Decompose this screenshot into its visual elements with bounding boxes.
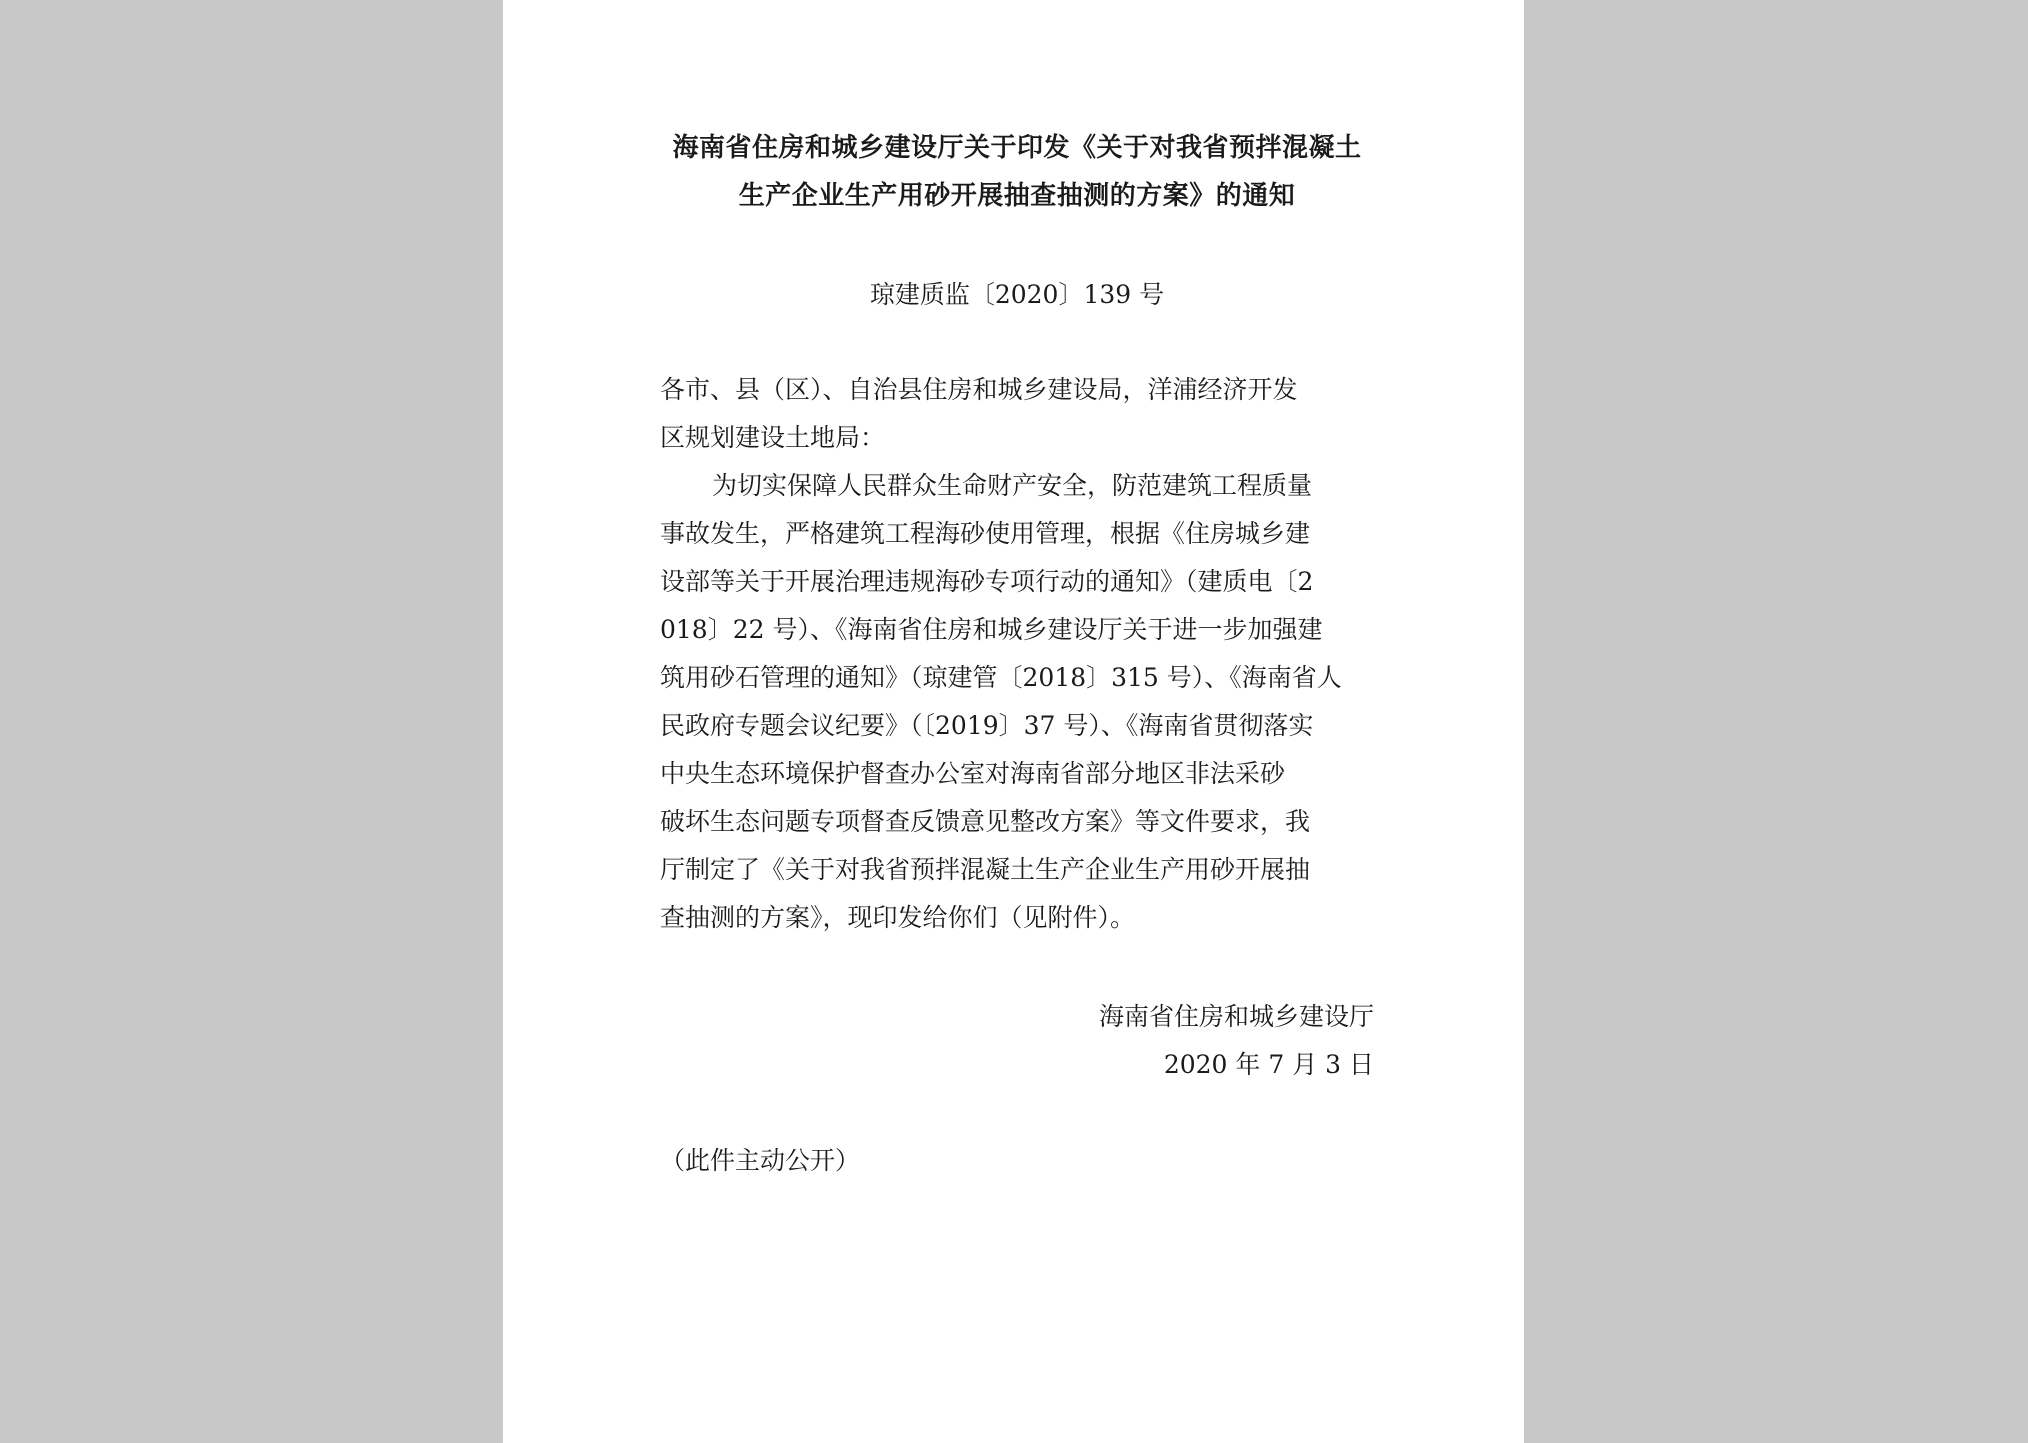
body-line: 018〕22 号）、《海南省住房和城乡建设厅关于进一步加强建	[660, 615, 1323, 644]
document-title	[660, 124, 1374, 220]
body-line: 厅制定了《关于对我省预拌混凝土生产企业生产用砂开展抽	[660, 855, 1311, 884]
body-line: 民政府专题会议纪要》（〔2019〕37 号）、《海南省贯彻落实	[660, 711, 1314, 740]
title-line: 生产企业生产用砂开展抽查抽测的方案》的通知	[738, 181, 1296, 211]
addressee-line: 区规划建设土地局：	[660, 423, 886, 452]
title-line: 海南省住房和城乡建设厅关于印发《关于对我省预拌混凝土	[672, 133, 1362, 163]
body-line: 事故发生，严格建筑工程海砂使用管理，根据《住房城乡建	[660, 519, 1311, 548]
signature-organization: 海南省住房和城乡建设厅	[1098, 1002, 1374, 1031]
body-line: 中央生态环境保护督查办公室对海南省部分地区非法采砂	[660, 759, 1286, 788]
body-line: 查抽测的方案》，现印发给你们（见附件）。	[660, 903, 1136, 932]
signature-block	[660, 993, 1374, 1089]
document-body	[660, 366, 1374, 942]
signature-date: 2020 年 7 月 3 日	[1163, 1050, 1374, 1079]
addressee-line: 各市、县（区）、自治县住房和城乡建设局，洋浦经济开发	[660, 375, 1298, 404]
body-line: 破坏生态问题专项督查反馈意见整改方案》等文件要求，我	[660, 807, 1311, 836]
body-line: 设部等关于开展治理违规海砂专项行动的通知》（建质电〔2	[660, 567, 1314, 596]
body-line: 筑用砂石管理的通知》（琼建管〔2018〕315 号）、《海南省人	[660, 663, 1342, 692]
body-line: 为切实保障人民群众生命财产安全，防范建筑工程质量	[712, 471, 1313, 500]
public-disclosure-note: （此件主动公开）	[660, 1146, 861, 1175]
document-number: 琼建质监〔2020〕139 号	[869, 280, 1165, 309]
document-page	[503, 0, 1524, 1443]
